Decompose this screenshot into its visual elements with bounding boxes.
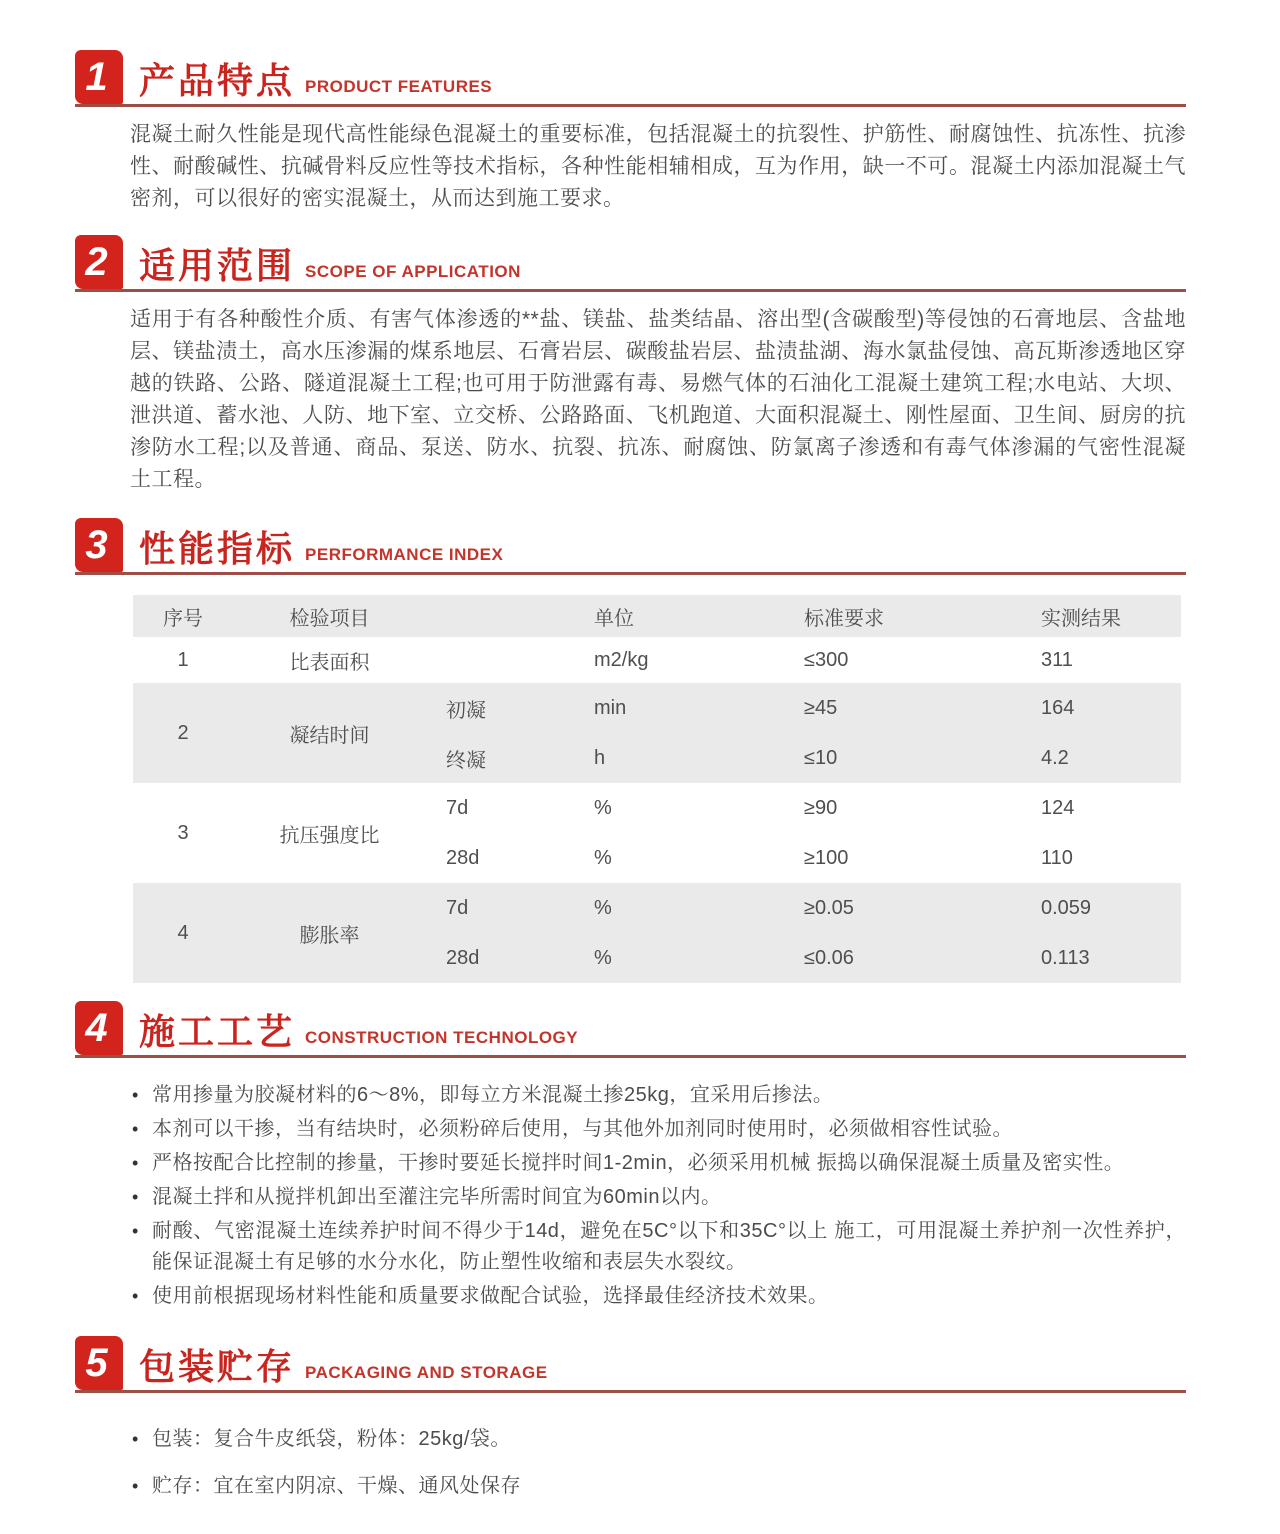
cell-subitem: 28d: [446, 946, 480, 969]
cell-subitem: 终凝: [446, 749, 486, 772]
cell-index: 1: [177, 648, 189, 671]
table-header-row: [133, 595, 1181, 637]
col-header-index: 序号: [163, 607, 203, 630]
cell-unit: %: [594, 896, 612, 919]
section-title: 性能指标: [139, 528, 296, 569]
cell-unit: %: [594, 796, 612, 819]
cell-subitem: 初凝: [446, 699, 486, 722]
cell-item: 膨胀率: [299, 924, 360, 947]
section-header: [75, 235, 1186, 292]
cell-item: 凝结时间: [289, 724, 370, 747]
section-number-badge: 1: [75, 50, 123, 104]
cell-result: 110: [1041, 846, 1073, 869]
construction-bullet-list: [130, 1080, 1186, 1312]
section-body-text: 适用于有各种酸性介质、有害气体渗透的**盐、镁盐、盐类结晶、溶出型(含碳酸型)等侵蚀的石膏地层、含盐地层、镁盐渍土，高水压渗漏的煤系地层、石膏岩层、碳酸盐岩层、盐渍盐湖、海水氯盐侵蚀、高瓦斯渗透地区穿越的铁路、公路、隧道混凝土工程;也可用于防泄露有毒、易燃气体的石油化工混凝土建筑工程;水电站、大坝、泄洪道、蓄水池、人防、地下室、立交桥、公路路面、飞机跑道、大面积混凝土、刚性屋面、卫生间、厨房的抗渗防水工程;以及普通、商品、泵送、防水、抗裂、抗冻、耐腐蚀、防氯离子渗透和有毒气体渗漏的气密性混凝土工程。: [130, 308, 1186, 491]
section-number-badge: 5: [75, 1336, 123, 1390]
cell-unit: min: [594, 696, 627, 719]
section-header: [75, 1001, 1186, 1058]
table-row: [133, 783, 1181, 833]
cell-subitem: [426, 637, 586, 683]
bullet-item: • 贮存：宜在室内阴凉、干燥、通风处保存: [130, 1470, 1186, 1503]
section-scope-of-application: [75, 235, 1186, 496]
cell-unit: m2/kg: [594, 648, 649, 671]
section-subtitle: SCOPE OF APPLICATION: [305, 262, 521, 281]
cell-unit: h: [594, 746, 606, 769]
table-row: [133, 883, 1181, 933]
section-header: [75, 1336, 1186, 1393]
cell-standard: ≤10: [804, 746, 838, 769]
section-number-badge: 2: [75, 235, 123, 289]
cell-standard: ≥100: [804, 846, 849, 869]
cell-result: 0.059: [1041, 896, 1092, 919]
cell-unit: %: [594, 946, 612, 969]
section-construction-technology: [75, 1001, 1186, 1312]
cell-result: 0.113: [1041, 946, 1090, 969]
cell-result: 4.2: [1041, 746, 1069, 769]
section-body-text: 混凝土耐久性能是现代高性能绿色混凝土的重要标准，包括混凝土的抗裂性、护筋性、耐腐蚀性、抗冻性、抗渗性、耐酸碱性、抗碱骨料反应性等技术指标，各种性能相辅相成，互为作用，缺一不可。混凝土内添加混凝土气密剂，可以很好的密实混凝土，从而达到施工要求。: [130, 123, 1186, 210]
cell-subitem: 7d: [446, 896, 469, 919]
section-product-features: [75, 50, 1186, 215]
col-header-subitem: [426, 595, 586, 637]
cell-standard: ≥90: [804, 796, 838, 819]
bullet-item: • 使用前根据现场材料性能和质量要求做配合试验，选择最佳经济技术效果。: [130, 1281, 1186, 1312]
bullet-item: • 常用掺量为胶凝材料的6～8%，即每立方米混凝土掺25kg，宜采用后掺法。: [130, 1080, 1186, 1111]
cell-standard: ≤300: [804, 648, 849, 671]
section-performance-index: [75, 518, 1186, 983]
section-subtitle: PRODUCT FEATURES: [305, 77, 493, 96]
bullet-item: • 耐酸、气密混凝土连续养护时间不得少于14d，避免在5C°以下和35C°以上 施工，可用混凝土养护剂一次性养护，能保证混凝土有足够的水分水化，防止塑性收缩和表层失水裂纹。: [130, 1216, 1186, 1278]
table-row: [133, 683, 1181, 733]
section-subtitle: CONSTRUCTION TECHNOLOGY: [305, 1028, 579, 1047]
section-packaging-and-storage: [75, 1336, 1186, 1503]
col-header-standard: 标准要求: [804, 607, 884, 630]
col-header-result: 实测结果: [1041, 607, 1121, 630]
cell-result: 124: [1041, 796, 1075, 819]
cell-item: 比表面积: [289, 651, 370, 674]
cell-index: 2: [177, 721, 189, 744]
performance-table: [133, 595, 1181, 983]
cell-item: 抗压强度比: [279, 824, 380, 847]
product-datasheet-page: [0, 50, 1280, 1534]
cell-result: 164: [1041, 696, 1075, 719]
section-subtitle: PERFORMANCE INDEX: [305, 545, 504, 564]
section-title: 适用范围: [139, 245, 296, 286]
cell-unit: %: [594, 846, 612, 869]
section-header: [75, 50, 1186, 107]
cell-index: 4: [177, 921, 189, 944]
packaging-bullet-list: [130, 1423, 1186, 1503]
bullet-item: • 混凝土拌和从搅拌机卸出至灌注完毕所需时间宜为60min以内。: [130, 1182, 1186, 1213]
cell-index: 3: [177, 821, 189, 844]
cell-subitem: 28d: [446, 846, 480, 869]
section-title: 包装贮存: [139, 1346, 296, 1387]
section-subtitle: PACKAGING AND STORAGE: [305, 1363, 548, 1382]
cell-result: 311: [1041, 648, 1073, 671]
bullet-item: • 包装：复合牛皮纸袋，粉体：25kg/袋。: [130, 1423, 1186, 1456]
cell-subitem: 7d: [446, 796, 469, 819]
section-title: 施工工艺: [139, 1011, 296, 1052]
section-number-badge: 4: [75, 1001, 123, 1055]
section-header: [75, 518, 1186, 575]
cell-standard: ≤0.06: [804, 946, 854, 969]
cell-standard: ≥0.05: [804, 896, 854, 919]
col-header-unit: 单位: [594, 607, 634, 630]
bullet-item: • 本剂可以干掺，当有结块时，必须粉碎后使用，与其他外加剂同时使用时，必须做相容性试验。: [130, 1114, 1186, 1145]
section-title: 产品特点: [139, 60, 296, 101]
bullet-item: • 严格按配合比控制的掺量，干掺时要延长搅拌时间1-2min，必须采用机械 振捣以确保混凝土质量及密实性。: [130, 1148, 1186, 1179]
cell-standard: ≥45: [804, 696, 838, 719]
table-row: [133, 637, 1181, 683]
section-number-badge: 3: [75, 518, 123, 572]
col-header-item: 检验项目: [289, 607, 370, 630]
